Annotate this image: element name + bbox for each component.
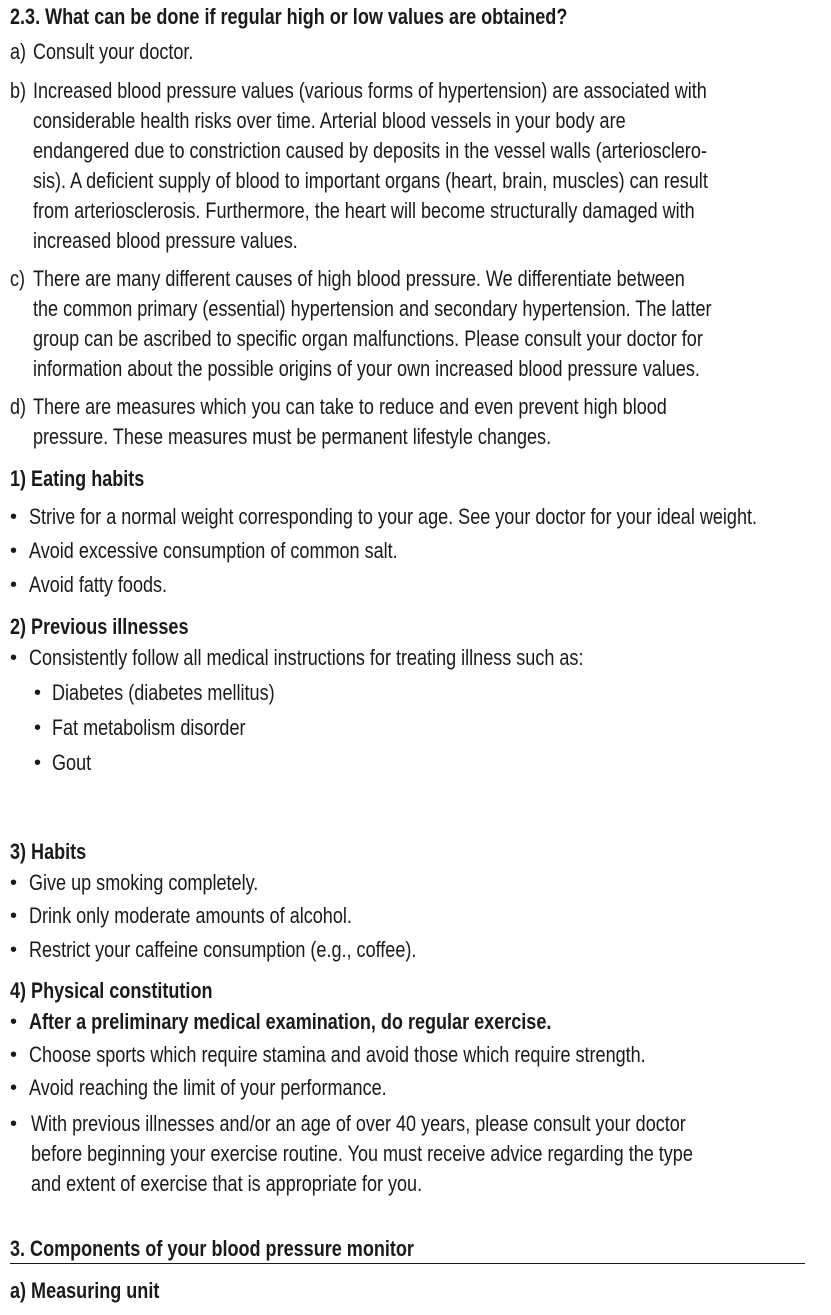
- bullet-icon: •: [10, 647, 18, 669]
- eating-bullet-3: Avoid fatty foods.: [29, 572, 168, 597]
- bullet-icon: •: [10, 1011, 18, 1033]
- bullet-icon: •: [34, 752, 42, 774]
- bullet-icon: •: [10, 574, 18, 596]
- item-d-line-1: There are measures which you can take to reduce and even prevent high blood: [33, 394, 667, 419]
- eating-habits-title: 1) Eating habits: [10, 466, 145, 491]
- bullet-icon: •: [10, 905, 18, 927]
- item-d-label: d): [10, 394, 27, 419]
- physical-bold-bullet: After a preliminary medical examination, do regular exercise.: [29, 1009, 552, 1034]
- previous-illnesses-title: 2) Previous illnesses: [10, 614, 189, 639]
- physical-constitution-title: 4) Physical constitution: [10, 978, 213, 1003]
- eating-bullet-1: Strive for a normal weight corresponding to your age. See your doctor for your ideal weight.: [29, 504, 758, 529]
- physical-bullet-3-line-2: before beginning your exercise routine. You must receive advice regarding the type: [31, 1141, 693, 1166]
- illness-sub-bullet-3: Gout: [52, 750, 92, 775]
- section-2-3-title: 2.3. What can be done if regular high or low values are obtained?: [10, 4, 568, 29]
- bullet-icon: •: [10, 1077, 18, 1099]
- bullet-icon: •: [10, 540, 18, 562]
- item-c-line-2: the common primary (essential) hypertension and secondary hypertension. The latter: [33, 296, 712, 321]
- bullet-icon: •: [10, 1044, 18, 1066]
- item-b-line-1: Increased blood pressure values (various forms of hypertension) are associated with: [33, 78, 707, 103]
- section-3-title: 3. Components of your blood pressure monitor: [10, 1236, 414, 1261]
- physical-bullet-1: Choose sports which require stamina and avoid those which require strength.: [29, 1042, 646, 1067]
- item-d-line-2: pressure. These measures must be permanent lifestyle changes.: [33, 424, 552, 449]
- item-b-line-4: sis). A deficient supply of blood to important organs (heart, brain, muscles) can result: [33, 168, 708, 193]
- bullet-icon: •: [10, 1113, 18, 1135]
- item-a-text: Consult your doctor.: [33, 39, 194, 64]
- item-b-label: b): [10, 78, 27, 103]
- item-b-line-3: endangered due to constriction caused by deposits in the vessel walls (arteriosclero-: [33, 138, 707, 163]
- item-b-line-2: considerable health risks over time. Arterial blood vessels in your body are: [33, 108, 626, 133]
- habits-bullet-3: Restrict your caffeine consumption (e.g., coffee).: [29, 937, 417, 962]
- item-c-line-3: group can be ascribed to specific organ malfunctions. Please consult your doctor for: [33, 326, 703, 351]
- habits-title: 3) Habits: [10, 839, 87, 864]
- physical-bullet-2: Avoid reaching the limit of your performance.: [29, 1075, 387, 1100]
- section-divider: [10, 1263, 805, 1264]
- habits-bullet-2: Drink only moderate amounts of alcohol.: [29, 903, 352, 928]
- bullet-icon: •: [10, 506, 18, 528]
- bullet-icon: •: [34, 717, 42, 739]
- illness-sub-bullet-1: Diabetes (diabetes mellitus): [52, 680, 275, 705]
- bullet-icon: •: [10, 939, 18, 961]
- item-a-label: a): [10, 39, 27, 64]
- item-b-line-5: from arteriosclerosis. Furthermore, the heart will become structurally damaged with: [33, 198, 695, 223]
- bullet-icon: •: [34, 682, 42, 704]
- illness-sub-bullet-2: Fat metabolism disorder: [52, 715, 246, 740]
- bullet-icon: •: [10, 872, 18, 894]
- item-c-line-1: There are many different causes of high blood pressure. We differentiate between: [33, 266, 685, 291]
- physical-bullet-3-line-3: and extent of exercise that is appropriate for you.: [31, 1171, 423, 1196]
- item-c-line-4: information about the possible origins of your own increased blood pressure values.: [33, 356, 700, 381]
- physical-bullet-3-line-1: With previous illnesses and/or an age of over 40 years, please consult your doctor: [31, 1111, 686, 1136]
- item-b-line-6: increased blood pressure values.: [33, 228, 298, 253]
- eating-bullet-2: Avoid excessive consumption of common salt.: [29, 538, 398, 563]
- habits-bullet-1: Give up smoking completely.: [29, 870, 259, 895]
- item-c-label: c): [10, 266, 26, 291]
- measuring-unit-subheading: a) Measuring unit: [10, 1278, 160, 1303]
- illness-bullet-1: Consistently follow all medical instructions for treating illness such as:: [29, 645, 584, 670]
